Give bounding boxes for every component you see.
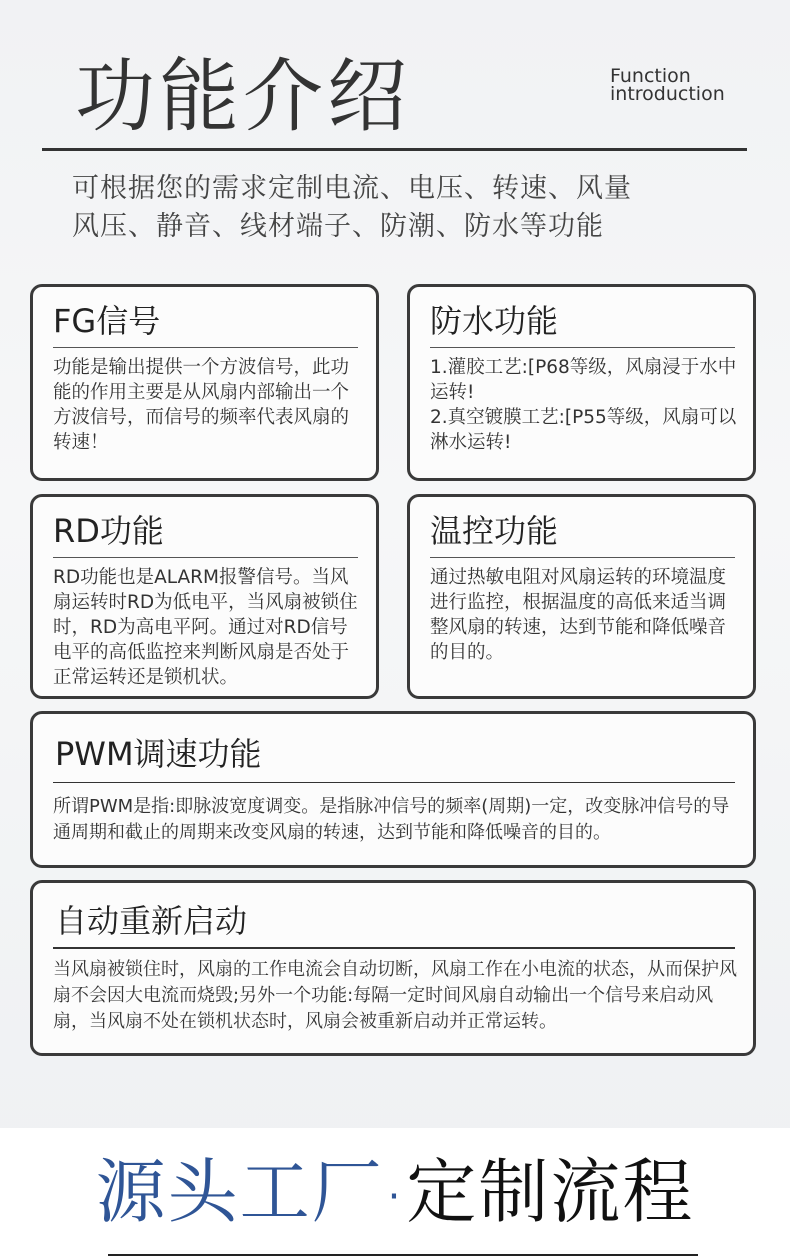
- intro-line-1: 可根据您的需求定制电流、电压、转速、风量: [72, 173, 632, 204]
- card-pwm-speed: [30, 711, 756, 868]
- card-body: 当风扇被锁住时，风扇的工作电流会自动切断，风扇工作在小电流的状态，从而保护风扇不会因大电流而烧毁;另外一个功能:每隔一定时间风扇自动输出一个信号来启动风扇，当风扇不处在锁机状态时，风扇会被重新启动并正常运转。: [53, 959, 737, 1032]
- heading-black-text: 定制流程: [406, 1151, 695, 1233]
- card-divider: [53, 557, 358, 558]
- heading-separator: ·: [387, 1173, 403, 1220]
- intro-text: [72, 170, 632, 246]
- card-temperature-control: [407, 494, 756, 699]
- title-en-line-1: Function: [610, 65, 691, 87]
- title-divider: [42, 148, 747, 151]
- card-divider: [430, 557, 735, 558]
- card-body: [430, 355, 737, 455]
- card-body-line-1: 1.灌胶工艺:[P68等级，风扇浸于水中运转!: [430, 357, 737, 403]
- page-title: 功能介绍: [75, 50, 411, 143]
- card-title: 防水功能: [430, 302, 559, 340]
- intro-line-2: 风压、静音、线材端子、防潮、防水等功能: [72, 211, 604, 242]
- card-fg-signal: [30, 284, 379, 481]
- card-body-line-2: 2.真空镀膜工艺:[P55等级，风扇可以淋水运转!: [430, 407, 737, 453]
- heading-divider: [108, 1254, 698, 1256]
- card-waterproof: [407, 284, 756, 481]
- card-title: FG信号: [53, 302, 161, 340]
- card-divider: [53, 947, 735, 949]
- card-divider: [53, 782, 735, 783]
- card-title: 温控功能: [430, 512, 559, 550]
- card-body: 通过热敏电阻对风扇运转的环境温度进行监控，根据温度的高低来适当调整风扇的转速，达到节能和降低噪音的目的。: [430, 567, 727, 663]
- card-divider: [430, 347, 735, 348]
- card-rd-function: [30, 494, 379, 699]
- section-heading: [0, 1152, 790, 1237]
- page-title-english: [610, 67, 725, 103]
- card-divider: [53, 347, 358, 348]
- title-en-line-2: introduction: [610, 83, 725, 105]
- card-body: 所谓PWM是指:即脉波宽度调变。是指脉冲信号的频率(周期)一定，改变脉冲信号的导通周期和截止的周期来改变风扇的转速，达到节能和降低噪音的目的。: [53, 796, 730, 843]
- heading-blue-text: 源头工厂: [95, 1151, 384, 1233]
- card-title: PWM调速功能: [55, 735, 262, 773]
- card-auto-restart: [30, 880, 756, 1056]
- card-body: 功能是输出提供一个方波信号，此功能的作用主要是从风扇内部输出一个方波信号，而信号的频率代表风扇的转速！: [53, 357, 350, 453]
- card-title: RD功能: [53, 512, 164, 550]
- card-body: RD功能也是ALARM报警信号。当风扇运转时RD为低电平，当风扇被锁住时，RD为高电平阿。通过对RD信号电平的高低监控来判断风扇是否处于正常运转还是锁机状。: [53, 567, 358, 688]
- card-title: 自动重新启动: [55, 902, 248, 940]
